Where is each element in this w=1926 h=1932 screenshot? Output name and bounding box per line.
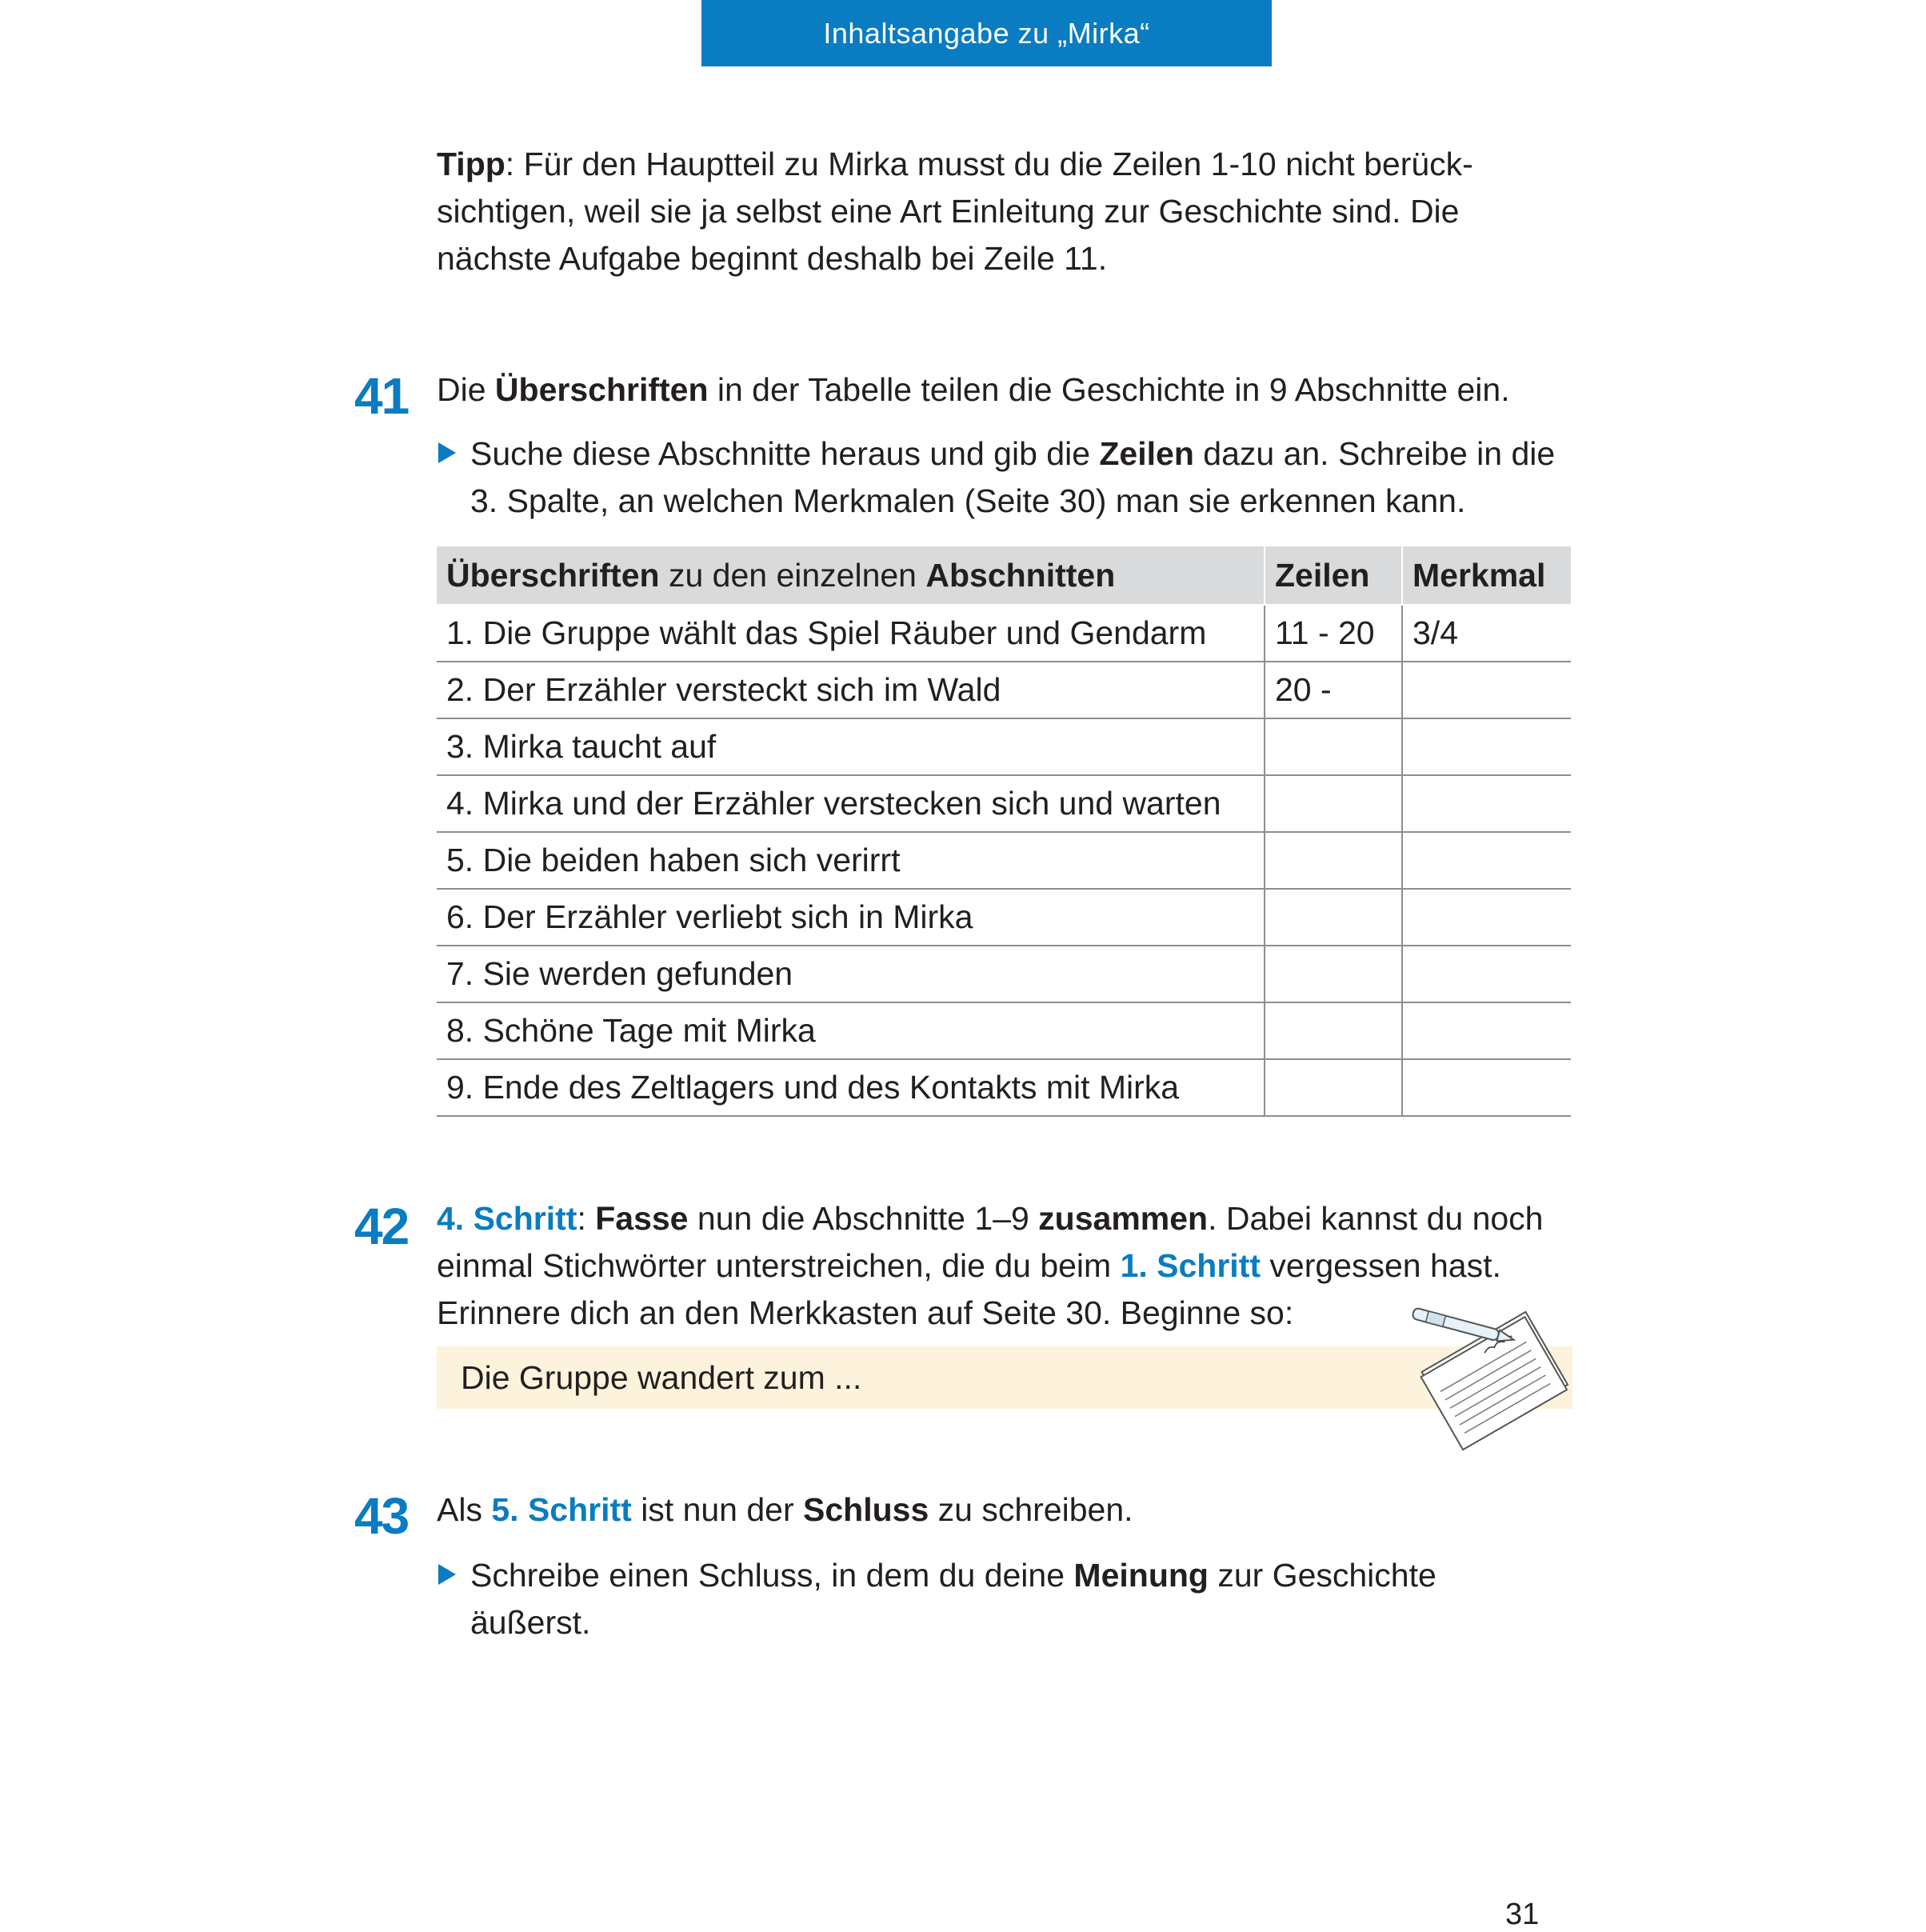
table-row [437,946,1571,1002]
text-run: in der Tabelle teilen die Geschichte in 9 Abschnitte ein. [708,371,1510,408]
row-lines[interactable] [1265,832,1402,889]
row-title: 4. Mirka und der Erzähler verstecken sich und warten [437,775,1265,832]
notepad-pen-icon [1404,1300,1588,1452]
row-lines[interactable] [1265,1002,1402,1059]
row-lines[interactable] [1265,1059,1402,1116]
row-title: 7. Sie werden gefunden [437,946,1265,1002]
text-run-bold: Meinung [1073,1557,1209,1594]
row-feature[interactable] [1402,889,1571,946]
tip-label: Tipp [437,146,505,182]
task-43-instruction [437,1486,1588,1534]
table-row [437,605,1571,662]
text-run-bold: Schluss [803,1491,929,1528]
task-43-bullet [470,1552,1502,1646]
page-number: 31 [1505,1898,1540,1931]
chapter-header [701,0,1272,66]
bullet-triangle-icon [438,1564,456,1585]
text-run-bold: Überschriften [446,556,660,594]
row-lines[interactable] [1265,946,1402,1002]
row-title: 6. Der Erzähler verliebt sich in Mirka [437,889,1265,946]
table-row [437,718,1571,775]
row-title: 1. Die Gruppe wählt das Spiel Räuber und Gendarm [437,605,1265,662]
row-title: 9. Ende des Zeltlagers und des Kontakts mit Mirka [437,1059,1265,1116]
text-run: vergessen hast. Erinnere dich an den Merkkasten auf Seite 30. Beginne so: [437,1247,1501,1331]
text-run: nun die Abschnitte 1–9 [688,1200,1039,1237]
text-run-blue: 5. Schritt [491,1491,632,1528]
header-cell-headings [437,546,1265,605]
table-header-row [437,546,1571,605]
text-run: zur Geschichte äußerst. [470,1557,1437,1641]
tip-text: : Für den Hauptteil zu Mirka musst du die Zeilen 1-10 nicht berück-sichtigen, weil sie ja selbst eine Art Einleitung zur Geschichte sind. Die nächste Aufgabe beginnt deshalb bei Zeile 11. [437,146,1473,277]
task-number-42: 42 [354,1198,409,1255]
row-feature[interactable] [1402,946,1571,1002]
text-run: : [577,1200,596,1237]
answer-start-text: Die Gruppe wandert zum ... [461,1359,862,1396]
table-row [437,832,1571,889]
row-title: 3. Mirka taucht auf [437,718,1265,775]
text-run: Suche diese Abschnitte heraus und gib die [470,435,1100,472]
row-feature[interactable] [1402,775,1571,832]
row-feature[interactable] [1402,718,1571,775]
bullet-triangle-icon [438,442,456,463]
text-run: zu schreiben. [929,1491,1133,1528]
row-lines[interactable] [1265,889,1402,946]
table-row [437,889,1571,946]
table-row [437,1059,1571,1116]
row-lines[interactable]: 20 - [1265,662,1402,718]
chapter-title: Inhaltsangabe zu „Mirka“ [823,16,1150,50]
row-lines[interactable] [1265,775,1402,832]
text-run-bold: zusammen [1038,1200,1209,1237]
row-feature[interactable] [1402,662,1571,718]
task-41-bullet [470,430,1590,525]
header-cell-feature: Merkmal [1402,546,1571,605]
task-41-instruction [437,366,1588,414]
row-title: 2. Der Erzähler versteckt sich im Wald [437,662,1265,718]
row-feature[interactable] [1402,832,1571,889]
text-run: Als [437,1491,492,1528]
answer-box[interactable] [437,1346,1572,1409]
table-row [437,662,1571,718]
text-run: dazu an. Schreibe in die 3. Spalte, an welchen Merkmalen (Seite 30) man sie erkennen kann. [470,435,1556,519]
text-run: ist nun der [631,1491,804,1528]
text-run-bold: Fasse [595,1200,689,1237]
row-lines[interactable] [1265,718,1402,775]
text-run: zu den einzelnen [659,556,926,594]
text-run-blue: 1. Schritt [1120,1247,1261,1284]
row-feature[interactable]: 3/4 [1402,605,1571,662]
table-row [437,775,1571,832]
row-feature[interactable] [1402,1002,1571,1059]
text-run-blue: 4. Schritt [437,1200,577,1237]
text-run-bold: Abschnitten [925,556,1116,594]
row-feature[interactable] [1402,1059,1571,1116]
row-title: 8. Schöne Tage mit Mirka [437,1002,1265,1059]
header-cell-lines: Zeilen [1265,546,1402,605]
text-run-bold: Zeilen [1099,435,1194,472]
row-title: 5. Die beiden haben sich verirrt [437,832,1265,889]
sections-table [437,546,1571,1117]
row-lines[interactable]: 11 - 20 [1265,605,1402,662]
table-row [437,1002,1571,1059]
tip-paragraph [437,141,1580,282]
text-run: Schreibe einen Schluss, in dem du deine [470,1557,1074,1594]
task-number-41: 41 [354,367,409,425]
text-run: Die [437,371,495,408]
task-number-43: 43 [354,1487,409,1545]
text-run-bold: Überschriften [494,371,709,408]
text-run: . Dabei kannst du noch einmal Stichwörter unterstreichen, die du beim [437,1200,1544,1284]
